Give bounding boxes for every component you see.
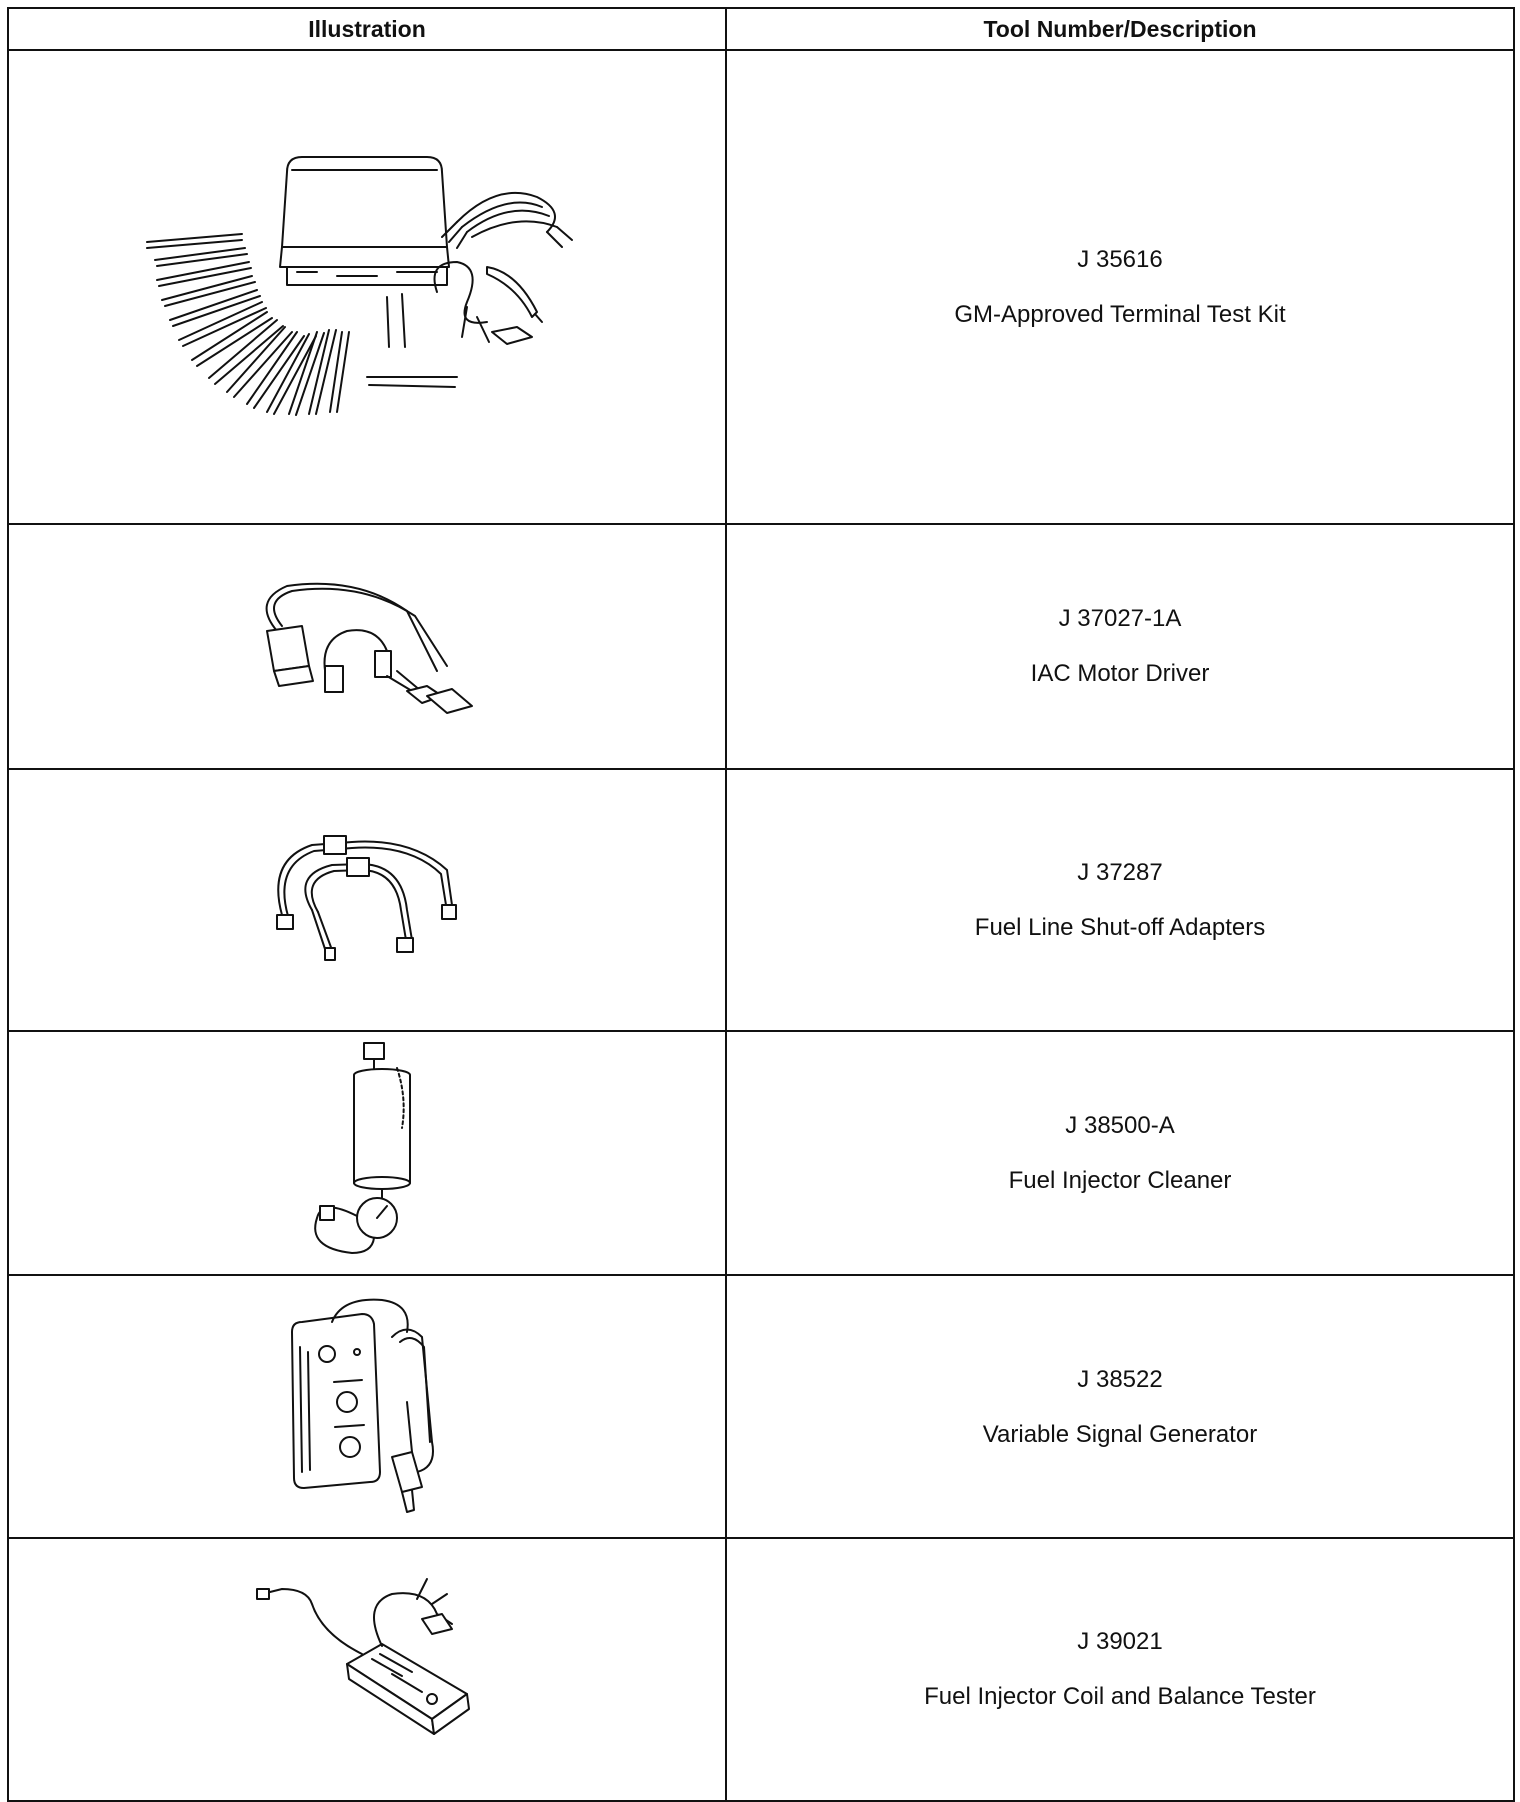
tool-description: IAC Motor Driver: [1030, 660, 1210, 688]
table-header-row: [8, 8, 1514, 50]
tool-table: [7, 7, 1515, 1802]
signal-generator-illustration: [272, 1292, 462, 1522]
injector-tester-illustration: [252, 1574, 482, 1764]
table-row: [8, 1538, 1514, 1801]
tool-description: Fuel Injector Coil and Balance Tester: [924, 1683, 1316, 1711]
tool-description: Variable Signal Generator: [982, 1420, 1258, 1448]
table-row: [8, 1275, 1514, 1537]
illustration-cell: [8, 1031, 726, 1275]
tool-description: Fuel Injector Cleaner: [1008, 1167, 1232, 1195]
illustration-cell: [8, 50, 726, 524]
fuel-line-adapters-illustration: [252, 820, 482, 980]
illustration-cell: [8, 1538, 726, 1801]
tool-description: Fuel Line Shut-off Adapters: [974, 913, 1266, 941]
tool-description-cell: [726, 50, 1514, 524]
tool-description-cell: [726, 524, 1514, 769]
tool-description-cell: [726, 1538, 1514, 1801]
column-header-tool: Tool Number/Description: [726, 8, 1514, 50]
tool-description-cell: [726, 1031, 1514, 1275]
tool-description-cell: [726, 769, 1514, 1031]
illustration-cell: [8, 769, 726, 1031]
table-row: [8, 1031, 1514, 1275]
iac-motor-driver-illustration: [247, 571, 487, 721]
illustration-cell: [8, 1275, 726, 1537]
terminal-test-kit-illustration: [137, 142, 597, 432]
tool-description: GM-Approved Terminal Test Kit: [954, 300, 1286, 328]
tool-number: J 35616: [1077, 245, 1163, 273]
tool-number: J 39021: [1077, 1628, 1163, 1656]
tool-number: J 37027-1A: [1058, 605, 1182, 633]
tool-number: J 38500-A: [1065, 1112, 1175, 1140]
fuel-injector-cleaner-illustration: [292, 1038, 442, 1268]
tool-number: J 37287: [1077, 858, 1163, 886]
illustration-cell: [8, 524, 726, 769]
table-row: [8, 50, 1514, 524]
table-row: [8, 769, 1514, 1031]
column-header-illustration: Illustration: [8, 8, 726, 50]
table-row: [8, 524, 1514, 769]
tool-number: J 38522: [1077, 1365, 1163, 1393]
tool-description-cell: [726, 1275, 1514, 1537]
